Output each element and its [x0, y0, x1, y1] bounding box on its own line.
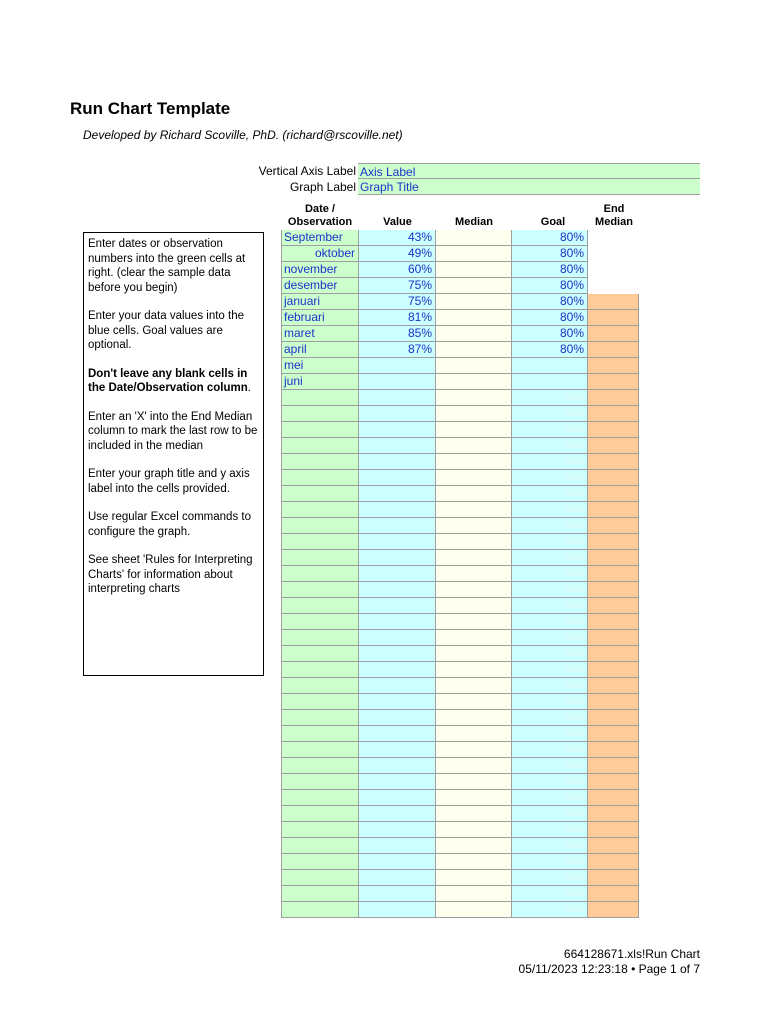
goal-cell[interactable]: #N/A: [512, 742, 588, 758]
end-median-cell[interactable]: [588, 486, 639, 502]
median-cell: [436, 630, 512, 646]
median-cell: [436, 534, 512, 550]
end-median-cell[interactable]: [588, 886, 639, 902]
goal-cell[interactable]: #N/A: [512, 774, 588, 790]
input-cell-extension: [638, 164, 700, 178]
median-cell: [436, 902, 512, 918]
date-cell[interactable]: [281, 390, 359, 406]
value-cell[interactable]: [359, 726, 436, 742]
median-cell: [436, 582, 512, 598]
date-cell[interactable]: [281, 598, 359, 614]
value-cell[interactable]: [359, 566, 436, 582]
date-cell[interactable]: februari: [281, 310, 359, 326]
median-cell: [436, 806, 512, 822]
instruction-excel: Use regular Excel commands to configure the graph.: [88, 511, 251, 538]
goal-cell[interactable]: #N/A: [512, 790, 588, 806]
date-cell[interactable]: [281, 886, 359, 902]
instruction-no-blanks-bold: Don't leave any blank cells in the Date/Observation column: [88, 367, 248, 394]
value-cell[interactable]: [359, 902, 436, 918]
date-cell[interactable]: [281, 518, 359, 534]
goal-cell[interactable]: 80%: [512, 230, 588, 246]
median-cell: [436, 518, 512, 534]
date-cell[interactable]: [281, 822, 359, 838]
date-cell[interactable]: [281, 742, 359, 758]
value-cell[interactable]: [359, 630, 436, 646]
date-cell[interactable]: [281, 406, 359, 422]
value-cell[interactable]: [359, 550, 436, 566]
vertical-axis-label-input[interactable]: [358, 163, 700, 179]
date-cell[interactable]: [281, 662, 359, 678]
end-median-cell[interactable]: [588, 326, 639, 342]
value-cell[interactable]: [359, 406, 436, 422]
median-cell: [436, 438, 512, 454]
end-median-cell[interactable]: [588, 742, 639, 758]
header-date-label: Date / Observation: [287, 203, 353, 228]
date-cell[interactable]: September: [281, 230, 359, 246]
end-median-cell[interactable]: [588, 662, 639, 678]
goal-cell[interactable]: #N/A: [512, 630, 588, 646]
value-cell[interactable]: [359, 774, 436, 790]
end-median-cell[interactable]: [588, 646, 639, 662]
end-median-cell[interactable]: [588, 822, 639, 838]
end-median-cell[interactable]: [588, 246, 639, 262]
median-cell: [436, 278, 512, 294]
median-cell: [436, 886, 512, 902]
date-cell[interactable]: [281, 550, 359, 566]
date-cell[interactable]: [281, 582, 359, 598]
date-cell[interactable]: [281, 534, 359, 550]
goal-cell[interactable]: #N/A: [512, 838, 588, 854]
value-cell[interactable]: [359, 454, 436, 470]
graph-title-value: Graph Title: [360, 180, 419, 194]
median-cell: [436, 566, 512, 582]
end-median-cell[interactable]: [588, 390, 639, 406]
median-cell: [436, 742, 512, 758]
median-cell: [436, 726, 512, 742]
end-median-cell[interactable]: [588, 774, 639, 790]
value-cell[interactable]: [359, 614, 436, 630]
instruction-rules-sheet: See sheet 'Rules for Interpreting Charts' for information about interpreting charts: [88, 554, 253, 595]
goal-cell[interactable]: #N/A: [512, 502, 588, 518]
end-median-cell[interactable]: [588, 454, 639, 470]
end-median-cell[interactable]: [588, 342, 639, 358]
end-median-cell[interactable]: [588, 710, 639, 726]
median-cell: [436, 854, 512, 870]
goal-cell[interactable]: #N/A: [512, 550, 588, 566]
value-cell[interactable]: [359, 790, 436, 806]
end-median-cell[interactable]: [588, 550, 639, 566]
date-cell[interactable]: [281, 614, 359, 630]
goal-cell[interactable]: #N/A: [512, 598, 588, 614]
vertical-axis-label-value: Axis Label: [360, 165, 416, 179]
goal-cell[interactable]: 80%: [512, 326, 588, 342]
date-cell[interactable]: [281, 630, 359, 646]
median-cell: [436, 710, 512, 726]
date-cell[interactable]: juni: [281, 374, 359, 390]
date-cell[interactable]: desember: [281, 278, 359, 294]
date-cell[interactable]: [281, 566, 359, 582]
print-footer: [519, 947, 700, 977]
date-cell[interactable]: [281, 678, 359, 694]
value-cell[interactable]: [359, 438, 436, 454]
goal-cell[interactable]: #N/A: [512, 438, 588, 454]
median-cell: [436, 342, 512, 358]
header-value: Value: [383, 216, 412, 228]
goal-cell[interactable]: #N/A: [512, 406, 588, 422]
end-median-cell[interactable]: [588, 502, 639, 518]
goal-cell[interactable]: 80%: [512, 310, 588, 326]
median-cell: [436, 502, 512, 518]
goal-cell[interactable]: 80%: [512, 294, 588, 310]
goal-cell[interactable]: #N/A: [512, 854, 588, 870]
axis-settings: [0, 163, 768, 197]
value-cell[interactable]: [359, 486, 436, 502]
goal-cell[interactable]: #N/A: [512, 518, 588, 534]
goal-cell[interactable]: #N/A: [512, 806, 588, 822]
end-median-cell[interactable]: [588, 278, 639, 294]
median-cell: [436, 486, 512, 502]
value-cell[interactable]: [359, 694, 436, 710]
median-cell: [436, 230, 512, 246]
date-cell[interactable]: [281, 454, 359, 470]
graph-label-caption: Graph Label: [289, 180, 356, 194]
value-cell[interactable]: [359, 662, 436, 678]
goal-cell[interactable]: #N/A: [512, 822, 588, 838]
footer-timestamp-page: 05/11/2023 12:23:18 • Page 1 of 7: [518, 962, 700, 976]
value-cell[interactable]: [359, 838, 436, 854]
median-cell: [436, 358, 512, 374]
value-cell[interactable]: [359, 518, 436, 534]
value-cell[interactable]: 87%: [359, 342, 436, 358]
median-cell: [436, 694, 512, 710]
date-cell[interactable]: [281, 854, 359, 870]
date-cell[interactable]: [281, 774, 359, 790]
end-median-cell[interactable]: [588, 406, 639, 422]
goal-cell[interactable]: #N/A: [512, 486, 588, 502]
date-cell[interactable]: [281, 486, 359, 502]
instruction-dates: Enter dates or observation numbers into the green cells at right. (clear the sample data before you begin): [88, 238, 246, 294]
end-median-cell[interactable]: [588, 870, 639, 886]
goal-cell[interactable]: #N/A: [512, 710, 588, 726]
value-cell[interactable]: [359, 582, 436, 598]
value-cell[interactable]: [359, 758, 436, 774]
header-goal-label: Goal: [540, 216, 566, 228]
goal-cell[interactable]: #N/A: [512, 614, 588, 630]
instruction-values: Enter your data values into the blue cells. Goal values are optional.: [88, 310, 244, 351]
footer-file-sheet: 664128671.xls!Run Chart: [563, 947, 700, 961]
value-cell[interactable]: 75%: [359, 278, 436, 294]
date-cell[interactable]: [281, 470, 359, 486]
goal-cell[interactable]: #N/A: [512, 534, 588, 550]
end-median-cell[interactable]: [588, 566, 639, 582]
value-cell[interactable]: [359, 646, 436, 662]
value-cell[interactable]: [359, 358, 436, 374]
value-cell[interactable]: [359, 470, 436, 486]
end-median-cell[interactable]: [588, 518, 639, 534]
value-cell[interactable]: 81%: [359, 310, 436, 326]
goal-cell[interactable]: #N/A: [512, 566, 588, 582]
goal-cell[interactable]: #N/A: [512, 582, 588, 598]
value-cell[interactable]: [359, 534, 436, 550]
input-cell-extension: [638, 179, 700, 194]
end-median-cell[interactable]: [588, 678, 639, 694]
end-median-cell[interactable]: [588, 294, 639, 310]
date-cell[interactable]: mei: [281, 358, 359, 374]
goal-cell[interactable]: #N/A: [512, 662, 588, 678]
median-cell: [436, 262, 512, 278]
goal-cell[interactable]: #N/A: [512, 646, 588, 662]
value-cell[interactable]: 43%: [359, 230, 436, 246]
date-cell[interactable]: oktober: [281, 246, 359, 262]
median-cell: [436, 790, 512, 806]
goal-cell[interactable]: #N/A: [512, 886, 588, 902]
end-median-cell[interactable]: [588, 310, 639, 326]
goal-cell[interactable]: #N/A: [512, 758, 588, 774]
value-cell[interactable]: [359, 742, 436, 758]
date-cell[interactable]: maret: [281, 326, 359, 342]
median-cell: [436, 822, 512, 838]
end-median-cell[interactable]: [588, 582, 639, 598]
date-cell[interactable]: [281, 902, 359, 918]
end-median-cell[interactable]: [588, 790, 639, 806]
end-median-cell[interactable]: [588, 470, 639, 486]
goal-cell[interactable]: 80%: [512, 262, 588, 278]
graph-title-input[interactable]: [358, 179, 700, 195]
goal-cell[interactable]: #N/A: [512, 390, 588, 406]
goal-cell[interactable]: #N/A: [512, 470, 588, 486]
header-goal: [512, 216, 588, 229]
median-cell: [436, 390, 512, 406]
goal-cell[interactable]: 80%: [512, 278, 588, 294]
value-cell[interactable]: 85%: [359, 326, 436, 342]
median-cell: [436, 406, 512, 422]
value-cell[interactable]: [359, 710, 436, 726]
goal-cell[interactable]: #N/A: [512, 902, 588, 918]
instruction-graph-title: Enter your graph title and y axis label into the cells provided.: [88, 468, 250, 495]
goal-cell[interactable]: 80%: [512, 342, 588, 358]
end-median-cell[interactable]: [588, 422, 639, 438]
date-cell[interactable]: [281, 502, 359, 518]
end-median-cell[interactable]: [588, 534, 639, 550]
goal-cell[interactable]: #N/A: [512, 726, 588, 742]
median-cell: [436, 838, 512, 854]
median-cell: [436, 550, 512, 566]
end-median-cell[interactable]: [588, 838, 639, 854]
goal-cell[interactable]: #N/A: [512, 678, 588, 694]
median-cell: [436, 422, 512, 438]
end-median-cell[interactable]: [588, 598, 639, 614]
value-cell[interactable]: [359, 854, 436, 870]
header-date-observation: [281, 203, 359, 229]
date-cell[interactable]: januari: [281, 294, 359, 310]
end-median-cell[interactable]: [588, 374, 639, 390]
goal-cell[interactable]: [512, 358, 588, 374]
header-median: Median: [455, 216, 493, 228]
end-median-cell[interactable]: [588, 902, 639, 918]
goal-cell[interactable]: #N/A: [512, 870, 588, 886]
instruction-no-blanks: [88, 367, 259, 396]
value-cell[interactable]: [359, 678, 436, 694]
end-median-cell[interactable]: [588, 726, 639, 742]
page-title: Run Chart Template: [70, 99, 231, 118]
date-cell[interactable]: [281, 870, 359, 886]
vertical-axis-label-caption: Vertical Axis Label: [258, 164, 356, 178]
value-cell[interactable]: 49%: [359, 246, 436, 262]
end-median-cell[interactable]: [588, 438, 639, 454]
median-cell: [436, 326, 512, 342]
value-cell[interactable]: [359, 374, 436, 390]
date-cell[interactable]: [281, 790, 359, 806]
instruction-no-blanks-period: .: [247, 382, 251, 394]
median-cell: [436, 758, 512, 774]
goal-cell[interactable]: #N/A: [512, 694, 588, 710]
median-cell: [436, 678, 512, 694]
end-median-cell[interactable]: [588, 230, 639, 246]
date-cell[interactable]: [281, 726, 359, 742]
end-median-cell[interactable]: [588, 630, 639, 646]
date-cell[interactable]: [281, 422, 359, 438]
end-median-cell[interactable]: [588, 854, 639, 870]
median-cell: [436, 246, 512, 262]
value-cell[interactable]: [359, 870, 436, 886]
goal-cell[interactable]: [512, 374, 588, 390]
author-credit: Developed by Richard Scoville, PhD. (richard@rscoville.net): [83, 128, 403, 142]
median-cell: [436, 470, 512, 486]
date-cell[interactable]: [281, 806, 359, 822]
date-cell[interactable]: [281, 838, 359, 854]
median-cell: [436, 646, 512, 662]
value-cell[interactable]: [359, 886, 436, 902]
end-median-cell[interactable]: [588, 262, 639, 278]
goal-cell[interactable]: #N/A: [512, 454, 588, 470]
header-end-median-label: End Median: [595, 203, 633, 228]
median-cell: [436, 870, 512, 886]
value-cell[interactable]: 75%: [359, 294, 436, 310]
value-cell[interactable]: [359, 822, 436, 838]
header-end-median: [588, 203, 640, 229]
date-cell[interactable]: november: [281, 262, 359, 278]
median-cell: [436, 614, 512, 630]
instructions-box: [83, 232, 264, 676]
date-cell[interactable]: [281, 758, 359, 774]
date-cell[interactable]: [281, 438, 359, 454]
end-median-cell[interactable]: [588, 694, 639, 710]
value-cell[interactable]: [359, 422, 436, 438]
end-median-cell[interactable]: [588, 758, 639, 774]
value-cell[interactable]: [359, 390, 436, 406]
goal-cell[interactable]: #N/A: [512, 422, 588, 438]
value-cell[interactable]: [359, 598, 436, 614]
median-cell: [436, 774, 512, 790]
end-median-cell[interactable]: [588, 358, 639, 374]
goal-cell[interactable]: 80%: [512, 246, 588, 262]
date-cell[interactable]: [281, 710, 359, 726]
date-cell[interactable]: [281, 694, 359, 710]
end-median-cell[interactable]: [588, 614, 639, 630]
median-cell: [436, 662, 512, 678]
date-cell[interactable]: april: [281, 342, 359, 358]
median-cell: [436, 598, 512, 614]
median-cell: [436, 294, 512, 310]
date-cell[interactable]: [281, 646, 359, 662]
median-cell: [436, 454, 512, 470]
instruction-end-median: Enter an 'X' into the End Median column to mark the last row to be included in the median: [88, 410, 258, 452]
median-cell: [436, 310, 512, 326]
median-cell: [436, 374, 512, 390]
value-cell[interactable]: [359, 502, 436, 518]
value-cell[interactable]: 60%: [359, 262, 436, 278]
value-cell[interactable]: [359, 806, 436, 822]
end-median-cell[interactable]: [588, 806, 639, 822]
